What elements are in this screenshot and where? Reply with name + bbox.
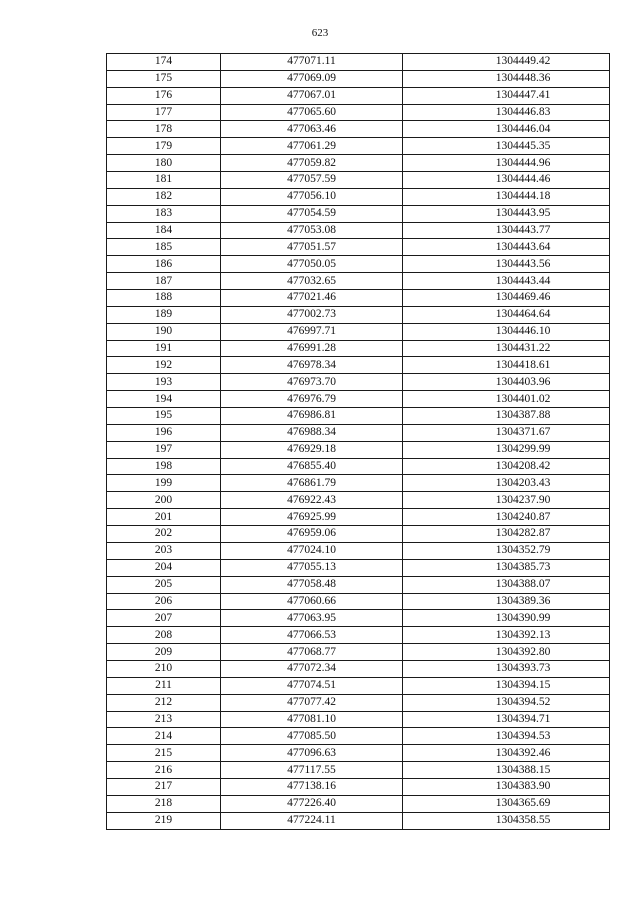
table-row — [107, 458, 610, 475]
table-row — [107, 610, 610, 627]
y-coordinate-cell: 1304392.80 — [403, 644, 610, 661]
y-coordinate-cell: 1304394.15 — [403, 677, 610, 694]
x-coordinate-cell: 476925.99 — [221, 509, 403, 526]
table-row — [107, 694, 610, 711]
y-coordinate-cell: 1304358.55 — [403, 812, 610, 829]
y-coordinate-cell: 1304443.77 — [403, 222, 610, 239]
x-coordinate-cell: 477053.08 — [221, 222, 403, 239]
point-number-cell: 193 — [107, 374, 221, 391]
table-row — [107, 593, 610, 610]
y-coordinate-cell: 1304448.36 — [403, 70, 610, 87]
table-row — [107, 323, 610, 340]
point-number-cell: 186 — [107, 256, 221, 273]
table-row — [107, 795, 610, 812]
y-coordinate-cell: 1304388.15 — [403, 762, 610, 779]
point-number-cell: 190 — [107, 323, 221, 340]
table-row — [107, 475, 610, 492]
x-coordinate-cell: 477059.82 — [221, 155, 403, 172]
point-number-cell: 207 — [107, 610, 221, 627]
y-coordinate-cell: 1304444.96 — [403, 155, 610, 172]
x-coordinate-cell: 477069.09 — [221, 70, 403, 87]
y-coordinate-cell: 1304394.53 — [403, 728, 610, 745]
x-coordinate-cell: 477081.10 — [221, 711, 403, 728]
point-number-cell: 194 — [107, 391, 221, 408]
point-number-cell: 181 — [107, 172, 221, 189]
y-coordinate-cell: 1304446.83 — [403, 104, 610, 121]
y-coordinate-cell: 1304446.04 — [403, 121, 610, 138]
point-number-cell: 184 — [107, 222, 221, 239]
table-row — [107, 408, 610, 425]
table-row — [107, 188, 610, 205]
table-row — [107, 121, 610, 138]
y-coordinate-cell: 1304371.67 — [403, 424, 610, 441]
y-coordinate-cell: 1304403.96 — [403, 374, 610, 391]
table-row — [107, 424, 610, 441]
x-coordinate-cell: 477226.40 — [221, 795, 403, 812]
point-number-cell: 191 — [107, 340, 221, 357]
table-row — [107, 509, 610, 526]
table-row — [107, 239, 610, 256]
point-number-cell: 178 — [107, 121, 221, 138]
y-coordinate-cell: 1304394.52 — [403, 694, 610, 711]
point-number-cell: 175 — [107, 70, 221, 87]
y-coordinate-cell: 1304365.69 — [403, 795, 610, 812]
table-row — [107, 745, 610, 762]
x-coordinate-cell: 477060.66 — [221, 593, 403, 610]
x-coordinate-cell: 477063.95 — [221, 610, 403, 627]
table-row — [107, 340, 610, 357]
table-row — [107, 492, 610, 509]
x-coordinate-cell: 477051.57 — [221, 239, 403, 256]
point-number-cell: 182 — [107, 188, 221, 205]
point-number-cell: 189 — [107, 306, 221, 323]
y-coordinate-cell: 1304240.87 — [403, 509, 610, 526]
x-coordinate-cell: 477074.51 — [221, 677, 403, 694]
point-number-cell: 211 — [107, 677, 221, 694]
y-coordinate-cell: 1304392.13 — [403, 627, 610, 644]
x-coordinate-cell: 477021.46 — [221, 290, 403, 307]
x-coordinate-cell: 477063.46 — [221, 121, 403, 138]
point-number-cell: 219 — [107, 812, 221, 829]
y-coordinate-cell: 1304203.43 — [403, 475, 610, 492]
table-row — [107, 559, 610, 576]
page-number: 623 — [311, 27, 329, 39]
x-coordinate-cell: 476986.81 — [221, 408, 403, 425]
y-coordinate-cell: 1304445.35 — [403, 138, 610, 155]
point-number-cell: 206 — [107, 593, 221, 610]
table-row — [107, 728, 610, 745]
coordinates-table-body — [107, 54, 610, 830]
table-row — [107, 205, 610, 222]
x-coordinate-cell: 477054.59 — [221, 205, 403, 222]
table-row — [107, 374, 610, 391]
table-row — [107, 542, 610, 559]
point-number-cell: 197 — [107, 441, 221, 458]
table-row — [107, 391, 610, 408]
x-coordinate-cell: 477002.73 — [221, 306, 403, 323]
x-coordinate-cell: 476976.79 — [221, 391, 403, 408]
point-number-cell: 188 — [107, 290, 221, 307]
table-row — [107, 357, 610, 374]
x-coordinate-cell: 477067.01 — [221, 87, 403, 104]
x-coordinate-cell: 477068.77 — [221, 644, 403, 661]
table-row — [107, 677, 610, 694]
table-row — [107, 70, 610, 87]
point-number-cell: 202 — [107, 526, 221, 543]
table-row — [107, 644, 610, 661]
y-coordinate-cell: 1304444.18 — [403, 188, 610, 205]
table-row — [107, 87, 610, 104]
x-coordinate-cell: 476978.34 — [221, 357, 403, 374]
table-row — [107, 273, 610, 290]
table-row — [107, 441, 610, 458]
x-coordinate-cell: 477224.11 — [221, 812, 403, 829]
point-number-cell: 180 — [107, 155, 221, 172]
point-number-cell: 179 — [107, 138, 221, 155]
point-number-cell: 196 — [107, 424, 221, 441]
x-coordinate-cell: 477072.34 — [221, 660, 403, 677]
x-coordinate-cell: 477055.13 — [221, 559, 403, 576]
point-number-cell: 183 — [107, 205, 221, 222]
x-coordinate-cell: 476922.43 — [221, 492, 403, 509]
y-coordinate-cell: 1304394.71 — [403, 711, 610, 728]
point-number-cell: 200 — [107, 492, 221, 509]
point-number-cell: 208 — [107, 627, 221, 644]
point-number-cell: 209 — [107, 644, 221, 661]
y-coordinate-cell: 1304443.64 — [403, 239, 610, 256]
y-coordinate-cell: 1304282.87 — [403, 526, 610, 543]
y-coordinate-cell: 1304237.90 — [403, 492, 610, 509]
y-coordinate-cell: 1304431.22 — [403, 340, 610, 357]
x-coordinate-cell: 477138.16 — [221, 778, 403, 795]
y-coordinate-cell: 1304388.07 — [403, 576, 610, 593]
point-number-cell: 201 — [107, 509, 221, 526]
y-coordinate-cell: 1304444.46 — [403, 172, 610, 189]
point-number-cell: 215 — [107, 745, 221, 762]
point-number-cell: 216 — [107, 762, 221, 779]
x-coordinate-cell: 477065.60 — [221, 104, 403, 121]
y-coordinate-cell: 1304383.90 — [403, 778, 610, 795]
table-row — [107, 576, 610, 593]
point-number-cell: 185 — [107, 239, 221, 256]
y-coordinate-cell: 1304401.02 — [403, 391, 610, 408]
x-coordinate-cell: 476861.79 — [221, 475, 403, 492]
table-row — [107, 711, 610, 728]
point-number-cell: 218 — [107, 795, 221, 812]
table-row — [107, 526, 610, 543]
y-coordinate-cell: 1304464.64 — [403, 306, 610, 323]
x-coordinate-cell: 477050.05 — [221, 256, 403, 273]
x-coordinate-cell: 477058.48 — [221, 576, 403, 593]
table-row — [107, 812, 610, 829]
y-coordinate-cell: 1304449.42 — [403, 54, 610, 71]
point-number-cell: 217 — [107, 778, 221, 795]
y-coordinate-cell: 1304299.99 — [403, 441, 610, 458]
point-number-cell: 213 — [107, 711, 221, 728]
x-coordinate-cell: 477032.65 — [221, 273, 403, 290]
table-row — [107, 256, 610, 273]
x-coordinate-cell: 477024.10 — [221, 542, 403, 559]
y-coordinate-cell: 1304387.88 — [403, 408, 610, 425]
x-coordinate-cell: 477085.50 — [221, 728, 403, 745]
x-coordinate-cell: 477061.29 — [221, 138, 403, 155]
y-coordinate-cell: 1304390.99 — [403, 610, 610, 627]
x-coordinate-cell: 476929.18 — [221, 441, 403, 458]
x-coordinate-cell: 476997.71 — [221, 323, 403, 340]
table-row — [107, 778, 610, 795]
y-coordinate-cell: 1304443.56 — [403, 256, 610, 273]
y-coordinate-cell: 1304418.61 — [403, 357, 610, 374]
table-row — [107, 172, 610, 189]
x-coordinate-cell: 476973.70 — [221, 374, 403, 391]
table-row — [107, 138, 610, 155]
y-coordinate-cell: 1304352.79 — [403, 542, 610, 559]
x-coordinate-cell: 476855.40 — [221, 458, 403, 475]
table-row — [107, 104, 610, 121]
x-coordinate-cell: 476991.28 — [221, 340, 403, 357]
table-row — [107, 54, 610, 71]
point-number-cell: 199 — [107, 475, 221, 492]
point-number-cell: 203 — [107, 542, 221, 559]
point-number-cell: 210 — [107, 660, 221, 677]
y-coordinate-cell: 1304385.73 — [403, 559, 610, 576]
y-coordinate-cell: 1304446.10 — [403, 323, 610, 340]
x-coordinate-cell: 477056.10 — [221, 188, 403, 205]
x-coordinate-cell: 477077.42 — [221, 694, 403, 711]
point-number-cell: 192 — [107, 357, 221, 374]
y-coordinate-cell: 1304208.42 — [403, 458, 610, 475]
coordinates-table — [106, 53, 610, 830]
table-row — [107, 155, 610, 172]
point-number-cell: 177 — [107, 104, 221, 121]
x-coordinate-cell: 477071.11 — [221, 54, 403, 71]
x-coordinate-cell: 477096.63 — [221, 745, 403, 762]
x-coordinate-cell: 477057.59 — [221, 172, 403, 189]
point-number-cell: 205 — [107, 576, 221, 593]
point-number-cell: 212 — [107, 694, 221, 711]
y-coordinate-cell: 1304392.46 — [403, 745, 610, 762]
x-coordinate-cell: 476988.34 — [221, 424, 403, 441]
x-coordinate-cell: 476959.06 — [221, 526, 403, 543]
table-row — [107, 627, 610, 644]
point-number-cell: 198 — [107, 458, 221, 475]
y-coordinate-cell: 1304389.36 — [403, 593, 610, 610]
point-number-cell: 204 — [107, 559, 221, 576]
table-row — [107, 306, 610, 323]
point-number-cell: 176 — [107, 87, 221, 104]
point-number-cell: 187 — [107, 273, 221, 290]
table-row — [107, 222, 610, 239]
point-number-cell: 174 — [107, 54, 221, 71]
y-coordinate-cell: 1304443.44 — [403, 273, 610, 290]
y-coordinate-cell: 1304469.46 — [403, 290, 610, 307]
x-coordinate-cell: 477066.53 — [221, 627, 403, 644]
point-number-cell: 214 — [107, 728, 221, 745]
y-coordinate-cell: 1304447.41 — [403, 87, 610, 104]
table-row — [107, 762, 610, 779]
point-number-cell: 195 — [107, 408, 221, 425]
table-row — [107, 660, 610, 677]
table-row — [107, 290, 610, 307]
y-coordinate-cell: 1304393.73 — [403, 660, 610, 677]
y-coordinate-cell: 1304443.95 — [403, 205, 610, 222]
x-coordinate-cell: 477117.55 — [221, 762, 403, 779]
